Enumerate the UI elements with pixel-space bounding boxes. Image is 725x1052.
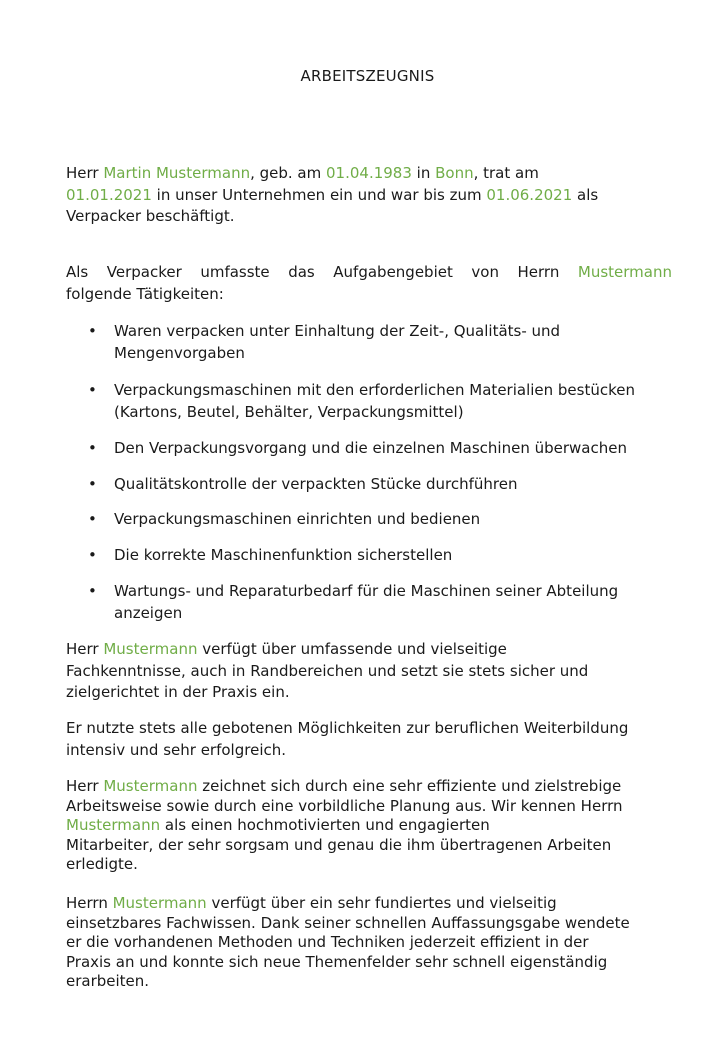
birth-city: Bonn: [435, 164, 474, 182]
bullet: •: [88, 582, 97, 600]
bullet: •: [88, 475, 97, 493]
employee-surname: Mustermann: [103, 777, 198, 795]
text: Verpacker beschäftigt.: [66, 207, 235, 225]
list-item: • Wartungs- und Reparaturbedarf für die Maschinen seiner Abteilung anzeigen: [88, 582, 619, 622]
list-item: • Qualitätskontrolle der verpackten Stücke durchführen: [88, 475, 518, 493]
end-date: 01.06.2021: [486, 185, 573, 204]
employee-name: Martin Mustermann: [103, 164, 251, 182]
text: , trat am: [473, 164, 539, 182]
list-item: • Verpackungsmaschinen mit den erforderlichen Materialien bestücken (Kartons, Beutel, Behälter, Verpackungsmittel): [88, 381, 635, 421]
text: folgende Tätigkeiten:: [66, 284, 224, 303]
text: in: [411, 164, 436, 182]
bullet: •: [88, 546, 97, 564]
bullet: •: [88, 322, 97, 340]
text: , geb. am: [250, 164, 326, 182]
work-style-paragraph: Herr Mustermann zeichnet sich durch eine sehr effiziente und zielstrebige Arbeitsweise sowie durch eine vorbildliche Planung aus. Wir kennen Herrn Mustermann als einen hochmotivierten und engagierten Mitarbeiter, der sehr sorgsam und genau die ihm übertragenen Arbeiten erledigte.: [66, 777, 623, 873]
employee-surname: Mustermann: [66, 816, 161, 834]
list-item: • Waren verpacken unter Einhaltung der Zeit-, Qualitäts- und Mengenvorgaben: [88, 322, 561, 362]
knowledge-paragraph: Herrn Mustermann verfügt über ein sehr fundiertes und vielseitig einsetzbares Fachwissen. Dank seiner schnellen Auffassungsgabe wendete er die vorhandenen Methoden und Techniken jederzeit effizient in der Praxis an und konnte sich neue Themenfelder sehr schnell eigenständig erarbeiten.: [66, 894, 630, 990]
text: Als Verpacker umfasste das Aufgabengebiet von Herrn Mustermann: [66, 263, 672, 281]
list-item: • Den Verpackungsvorgang und die einzelnen Maschinen überwachen: [88, 439, 627, 457]
birth-date: 01.04.1983: [326, 164, 412, 182]
training-paragraph: Er nutzte stets alle gebotenen Möglichkeiten zur beruflichen Weiterbildung intensiv und sehr erfolgreich.: [66, 719, 629, 759]
list-item: • Die korrekte Maschinenfunktion sicherstellen: [88, 546, 453, 564]
text: als: [572, 185, 599, 204]
start-date: 01.01.2021: [66, 185, 152, 204]
tasks-intro-paragraph: [66, 262, 672, 305]
employee-surname: Mustermann: [577, 263, 672, 281]
document-title: ARBEITSZEUGNIS: [300, 67, 435, 85]
text: Herr: [66, 164, 104, 182]
text: in unser Unternehmen ein und war bis zum: [151, 185, 487, 204]
bullet: •: [88, 439, 97, 457]
list-item: • Verpackungsmaschinen einrichten und bedienen: [88, 510, 481, 528]
employee-surname: Mustermann: [112, 894, 207, 912]
skills-paragraph: Herr Mustermann verfügt über umfassende und vielseitige Fachkenntnisse, auch in Randbereichen und setzt sie stets sicher und zielgerichtet in der Praxis ein.: [66, 640, 589, 701]
employee-surname: Mustermann: [103, 640, 198, 658]
bullet: •: [88, 381, 97, 399]
bullet: •: [88, 510, 97, 528]
intro-paragraph: [66, 163, 672, 228]
